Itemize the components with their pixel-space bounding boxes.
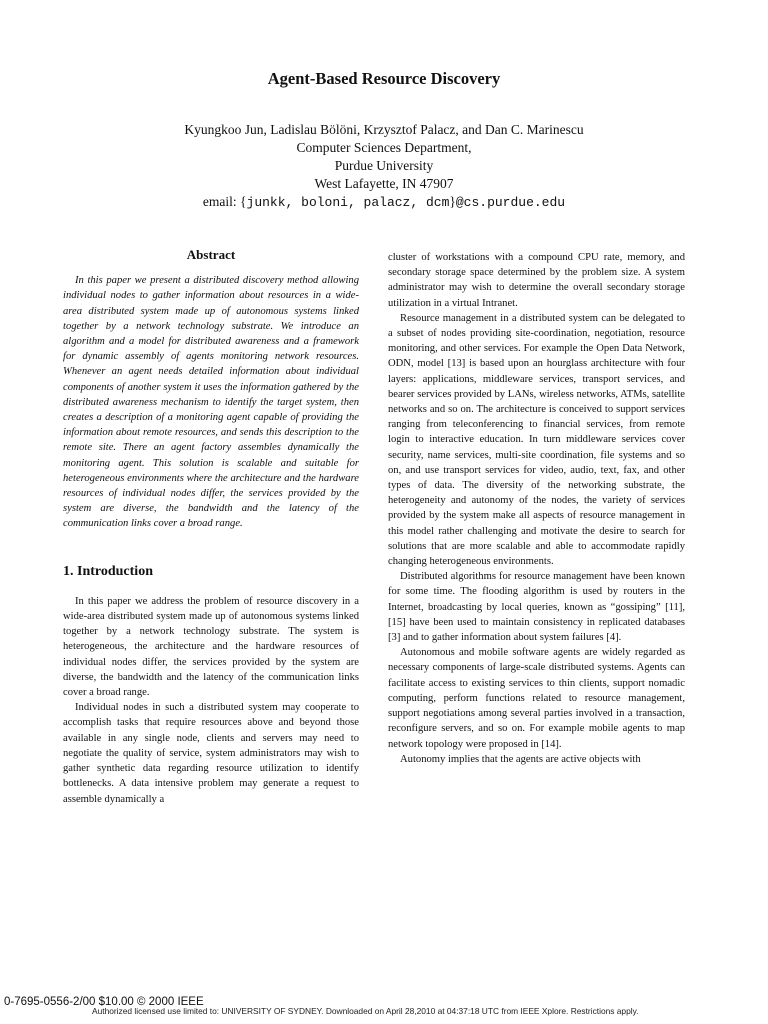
author-department: Computer Sciences Department, bbox=[296, 140, 472, 155]
left-column bbox=[63, 247, 359, 807]
body-paragraph: Resource management in a distributed system can be delegated to a subset of nodes providing site-coordination, negotiation, resource monitoring, and other services. For example the Open Data Network, ODN, model [13] is based upon an hourglass architecture with four layers: applications, middleware services, transport services, and bearer services provided by LANs, wireless networks, ATMs, satellite networks and so on. The architecture is conceived to support services ranging from teleconferencing to financial services, from remote login to interactive education. In turn middleware services cover security, name services, multi-site coordination, file systems and so on, and use transport services for video, audio, text, fax, and other types of data. The diversity of the networking substrate, the heterogeneity and autonomy of the nodes, the variety of services provided by the system make all aspects of resource management in this model rather challenging and motivate the desire to search for solutions that are more scalable and able to accommodate rapidly changing heterogeneous environments. bbox=[388, 312, 685, 568]
introduction-heading: 1. Introduction bbox=[63, 563, 153, 579]
intro-paragraph: Individual nodes in such a distributed system may cooperate to accomplish tasks that require resources above and beyond those available in any single node, clients and servers may need to negotiate the quality of service, system administrators may wish to gather synthetic data regarding resource utilization to identify bottlenecks. A data intensive problem may generate a request to assemble dynamically a bbox=[63, 702, 359, 805]
body-paragraph: cluster of workstations with a compound CPU rate, memory, and secondary storage space determined by the problem size. A system administrator may wish to determine the overall secondary storage utilization in a virtual Intranet. bbox=[388, 252, 685, 309]
abstract-heading: Abstract bbox=[186, 247, 236, 262]
author-block bbox=[0, 121, 768, 212]
paper-title: Agent-Based Resource Discovery bbox=[267, 69, 501, 88]
body-paragraph: Autonomy implies that the agents are active objects with bbox=[400, 753, 641, 765]
intro-paragraph: In this paper we address the problem of resource discovery in a wide-area distributed system made up of autonomous systems linked together by a network technology substrate. The system is heterogeneous, the architecture and the hardware resources of individual nodes differ, the services provided by the system are diverse, the bandwidth and the latency of the communication links cover a broad range. bbox=[63, 595, 359, 699]
body-paragraph: Distributed algorithms for resource management have been known for some time. The flooding algorithm is used by routers in the Internet, broadcasting by local queries, known as “gossiping” [11], [15] have been used to maintain consistency in replicated databases [3] and to gather information about system failures [4]. bbox=[388, 571, 685, 644]
body-paragraph: Autonomous and mobile software agents are widely regarded as necessary components of large-scale distributed systems. Agents can facilitate access to existing services to thin clients, support nomadic computing, perform functions related to resource management, support negotiations among several parties involved in a transaction, reconfigure servers, and so on. For example mobile agents to map network topology were proposed in [14]. bbox=[388, 647, 685, 750]
email-brace-close: } bbox=[449, 194, 456, 209]
author-university: Purdue University bbox=[334, 158, 434, 173]
right-column bbox=[388, 250, 685, 767]
email-domain: @cs.purdue.edu bbox=[455, 195, 566, 210]
author-names: Kyungkoo Jun, Ladislau Bölöni, Krzysztof Palacz, and Dan C. Marinescu bbox=[184, 122, 584, 137]
author-location: West Lafayette, IN 47907 bbox=[314, 176, 454, 191]
email-brace-open: { bbox=[240, 194, 247, 209]
email-users: junkk, boloni, palacz, dcm bbox=[246, 195, 450, 210]
author-email bbox=[0, 193, 768, 212]
abstract-text: In this paper we present a distributed discovery method allowing individual nodes to gather information about resources in a wide-area distributed system made up of autonomous systems linked together by a network technology substrate. We introduce an algorithm and a model for distributed awareness and a framework for dynamic assembly of agents monitoring network resources. Whenever an agent needs detailed information about individual components of another system it uses the information gathered by the distributed awareness mechanism to identify the target system, then creates a description of a monitoring agent capable of providing the information about remote resources, and sends this description to the remote site. There an agent factory assembles dynamically the monitoring agent. This solution is scalable and suitable for heterogeneous environments where the architecture and the hardware resources of individual nodes differ, the services provided by the system are diverse, the bandwidth and the latency of the communication links cover a broad range. bbox=[63, 275, 359, 530]
email-label: email: bbox=[202, 194, 237, 209]
copyright-line: 0-7695-0556-2/00 $10.00 © 2000 IEEE bbox=[4, 996, 204, 1008]
license-notice: Authorized licensed use limited to: UNIVERSITY OF SYDNEY. Downloaded on April 28,2010 at 04:37:18 UTC from IEEE Xplore. Restrictions apply. bbox=[92, 1006, 639, 1016]
